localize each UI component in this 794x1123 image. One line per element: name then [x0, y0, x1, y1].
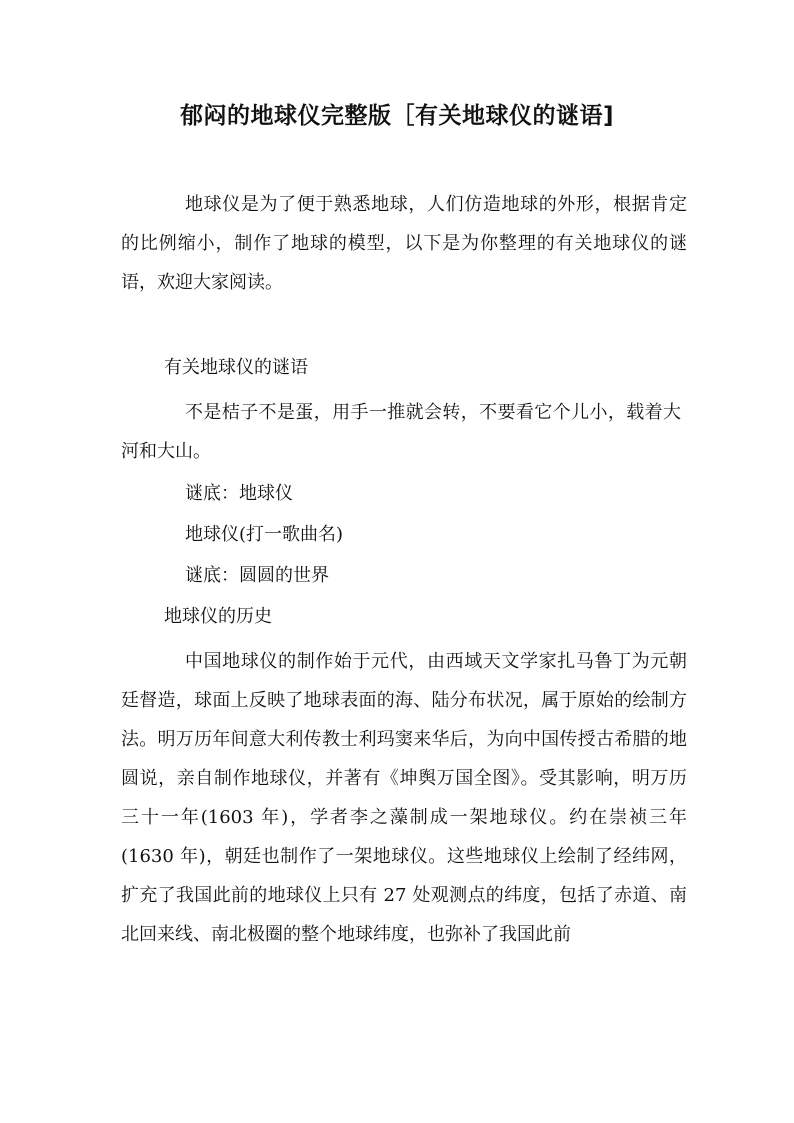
- history-paragraph: 中国地球仪的制作始于元代，由西域天文学家扎马鲁丁为元朝廷督造，球面上反映了地球表面的海、陆分布状况，属于原始的绘制方法。明万历年间意大利传教士利玛窦来华后，为向中国传授古希腊的地圆说，亲自制作地球仪，并著有《坤舆万国全图》。受其影响，明万历三十一年(1603 年)，学者李之藻制成一架地球仪。约在崇祯三年(1630 年)，朝廷也制作了一架地球仪。这些地球仪上绘制了经纬网，扩充了我国此前的地球仪上只有 27 处观测点的纬度，包括了赤道、南北回来线、南北极圈的整个地球纬度，也弥补了我国此前: [121, 651, 687, 945]
- riddle-2-text: 地球仪(打一歌曲名): [185, 524, 344, 545]
- document-title: 郁闷的地球仪完整版［有关地球仪的谜语]: [179, 103, 614, 129]
- riddle-1-answer: 谜底：地球仪: [185, 483, 293, 504]
- riddle-2-answer: 谜底：圆圆的世界: [185, 565, 329, 586]
- section-heading-history: 地球仪的历史: [164, 606, 272, 627]
- intro-paragraph: 地球仪是为了便于熟悉地球，人们仿造地球的外形，根据肯定的比例缩小，制作了地球的模型，以下是为你整理的有关地球仪的谜语，欢迎大家阅读。: [121, 194, 687, 293]
- section-heading-riddles: 有关地球仪的谜语: [164, 357, 308, 378]
- riddle-1-text: 不是桔子不是蛋，用手一推就会转，不要看它个儿小，载着大河和大山。: [121, 402, 681, 462]
